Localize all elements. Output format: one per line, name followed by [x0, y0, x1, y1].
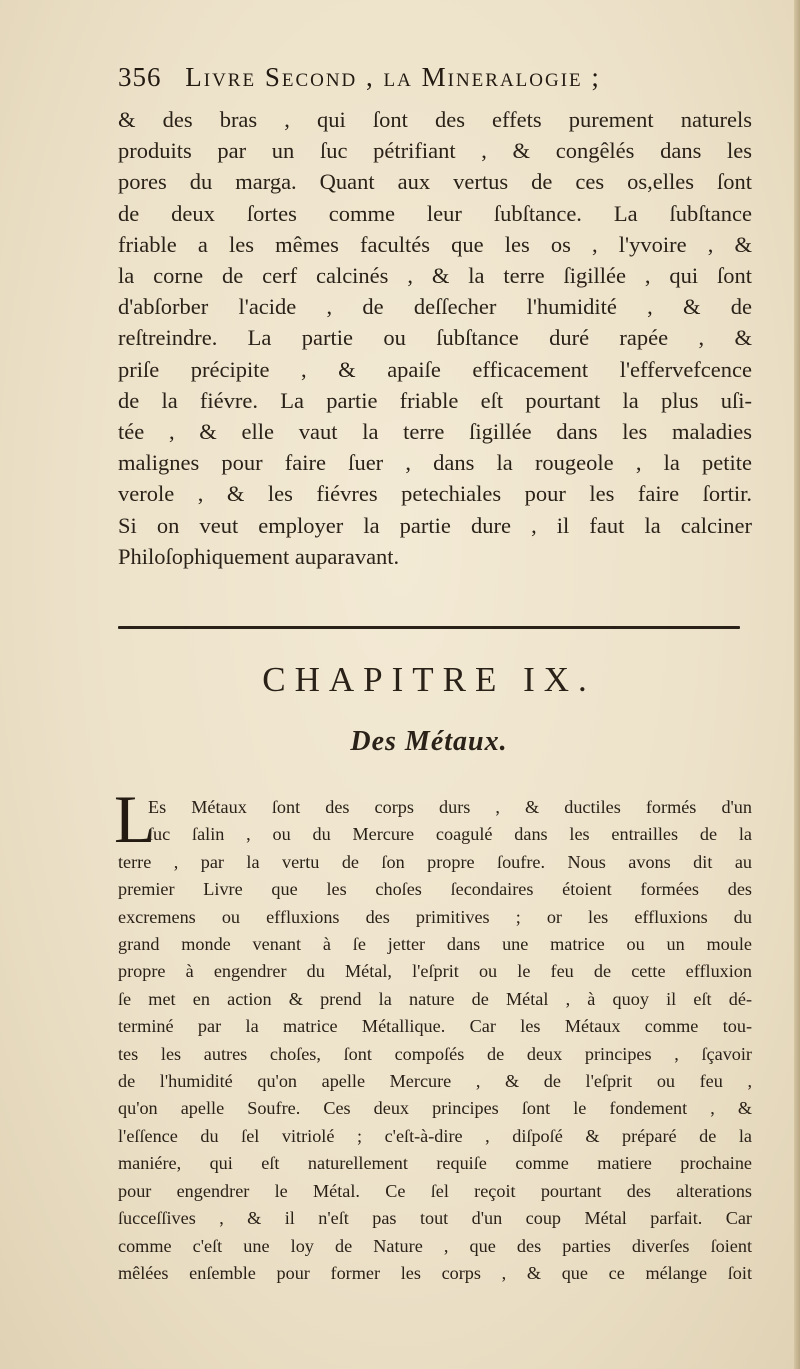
text-line: la corne de cerf calcinés , & la terre ſigillée , qui ſont — [118, 263, 752, 289]
text-line: l'eſſence du ſel vitriolé ; c'eſt-à-dire , diſpoſé & préparé de la — [118, 1125, 752, 1146]
text-line: pores du marga. Quant aux vertus de ces os,elles ſont — [118, 169, 752, 195]
text-line: propre à engendrer du Métal, l'eſprit ou le feu de cette effluxion — [118, 961, 752, 982]
body-paragraph — [118, 794, 752, 1287]
text-line: terre , par la vertu de ſon propre ſoufre. Nous avons dit au — [118, 851, 752, 872]
text-line: de l'humidité qu'on apelle Mercure , & de l'eſprit ou feu , — [118, 1071, 752, 1092]
text-line: ſuc ſalin , ou du Mercure coagulé dans les entrailles de la — [148, 824, 752, 845]
text-line: verole , & les fiévres petechiales pour les faire ſortir. — [118, 481, 752, 507]
text-line: Si on veut employer la partie dure , il faut la calciner — [118, 512, 752, 538]
text-line: Es Métaux ſont des corps durs , & ductiles formés d'un — [148, 797, 752, 817]
text-line: friable a les mêmes facultés que les os , l'yvoire , & — [118, 231, 752, 257]
text-line: terminé par la matrice Métallique. Car les Métaux comme tou- — [118, 1016, 752, 1037]
chapter-divider — [118, 626, 740, 629]
page-edge — [794, 0, 800, 1369]
text-line: maniére, qui eſt naturellement requiſe comme matiere prochaine — [118, 1153, 752, 1174]
text-line: qu'on apelle Soufre. Ces deux principes ſont le fondement , & — [118, 1098, 752, 1119]
text-line: Philoſophiquement auparavant. — [118, 543, 400, 569]
running-title: Livre Second , la Mineralogie ; — [185, 62, 601, 92]
top-paragraph — [118, 104, 752, 572]
text-line: comme c'eſt une loy de Nature , que des parties diverſes ſoient — [118, 1235, 752, 1256]
text-line: ſucceſſives , & il n'eſt pas tout d'un coup Métal parfait. Car — [118, 1208, 752, 1229]
text-line: de deux ſortes comme leur ſubſtance. La ſubſtance — [118, 200, 752, 226]
chapter-heading: CHAPITRE IX. — [262, 660, 596, 699]
chapter-subtitle: Des Métaux. — [350, 726, 508, 757]
text-line: d'abſorber l'acide , de deſſecher l'humidité , & de — [118, 294, 752, 320]
text-line: pour engendrer le Métal. Ce ſel reçoit pourtant des alterations — [118, 1180, 752, 1201]
text-line: & des bras , qui ſont des effets purement naturels — [118, 107, 752, 132]
drop-cap: L — [114, 781, 156, 857]
text-line: premier Livre que les choſes ſecondaires étoient formées des — [118, 879, 752, 900]
text-line: mêlées enſemble pour former les corps , & que ce mélange ſoit — [118, 1262, 752, 1283]
text-line: excremens ou effluxions des primitives ; or les effluxions du — [118, 906, 752, 927]
text-line: grand monde venant à ſe jetter dans une matrice ou un moule — [118, 934, 752, 955]
page-number: 356 — [118, 62, 162, 92]
text-line: de la fiévre. La partie friable eſt pourtant la plus uſi- — [118, 387, 752, 413]
text-line: produits par un ſuc pétrifiant , & congêlés dans les — [118, 138, 752, 164]
text-line: priſe précipite , & apaiſe efficacement l'effervefcence — [118, 356, 752, 382]
text-line: reſtreindre. La partie ou ſubſtance duré rapée , & — [118, 325, 752, 351]
text-line: malignes pour faire ſuer , dans la rougeole , la petite — [118, 450, 752, 476]
text-line: tée , & elle vaut la terre ſigillée dans les maladies — [118, 419, 752, 445]
text-line: tes les autres choſes, ſont compoſés de deux principes , ſçavoir — [118, 1043, 752, 1064]
text-line: ſe met en action & prend la nature de Métal , à quoy il eſt dé- — [118, 988, 752, 1009]
running-header — [118, 62, 758, 93]
